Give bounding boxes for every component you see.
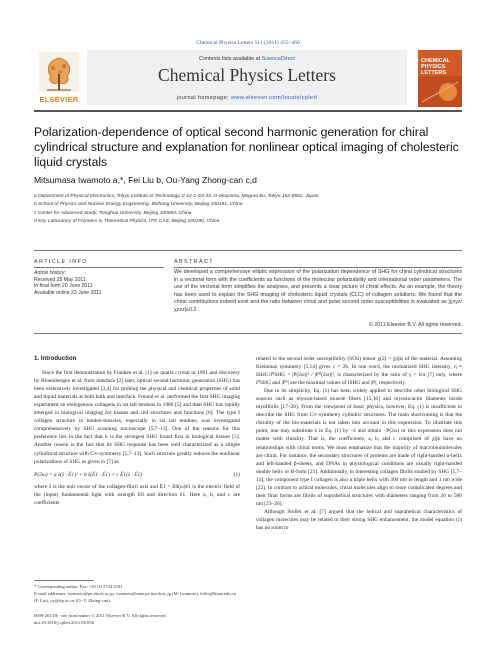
- abstract-copyright: © 2011 Elsevier B.V. All rights reserved.: [368, 322, 462, 328]
- issn-line: 0009-2614/$ - see front matter © 2011 Elsevier B.V. All rights reserved.: [34, 613, 167, 618]
- divider: [34, 333, 462, 334]
- received-date: Received 25 May 2011: [34, 276, 86, 283]
- cover-title: CHEMICAL PHYSICS LETTERS: [421, 58, 450, 76]
- paper-title: Polarization-dependence of optical second harmonic generation for chiral cylindrical structure and explanation for nonlinear optical imaging of cholesteric liquid crystals: [34, 125, 459, 169]
- article-history: [34, 270, 164, 296]
- affiliations: [34, 193, 462, 226]
- abstract-text: We developed a comprehensive elliptic expression of the polarization dependence of SHG for chiral cylindrical structures in a vectorial form with the coefficients as functions of the molecular polarizability and orientational order parameters. The use of the vectorial form simplifies the analyses, and presents a clear picture of chiral effects. As an example, the theory has been used to explain the SHG imaging of cholesteric liquid crystals (CLC) of collagen solutions. We found that the chiral contributions indeed exist and the ratio between chiral and polar second order susceptibilities is evaluated as |χxyz/χzzz|≤0.2.: [174, 269, 462, 313]
- paragraph: Although Stoller et al. [7] argued that the helical and suprahelical characteristics of collagen molecules may be related to their strong SHG enhancement, the model equation (1) has no room to: [256, 508, 462, 531]
- divider: [34, 250, 462, 251]
- cover-art-icon: [418, 76, 462, 107]
- homepage-link[interactable]: www.elsevier.com/locate/cplett: [230, 95, 318, 101]
- paragraph: Since the first demonstration by Franken et al. [1] on quartz crystal in 1961 and discovery by Bloembergen et al. from interface [2] later, optical second harmonic generation (SHG) has been extensively investigated [3,4] for probing the physical and chemical properties of solid and liquid materials at both bulk and interface. Freund et al. performed the first SHG imaging experiment on endogenous collagens in rat tail tendons in 1986 [5] and then SHG has rapidly emerged in biological imaging for tissues and cell structures and functions [6]. The type I collagen structure in tendon-muscles, especially in rat tail tendons, was investigated comprehensively by SHG scanning microscope [5,7–13]. One of the reasons for this preference lies in the fact that it is the strongest SHG found first in biological tissues [5]. Another reason is the fact that its SHG response has been well characterized as a simple cylindrical structure with C∞-symmetry [5,7–13]. Such structure greatly reduces the nonlinear polarizations of SHG as given in [7] as: [34, 370, 240, 465]
- journal-cover-thumbnail[interactable]: [418, 50, 462, 107]
- header-rule: [34, 110, 462, 112]
- affiliation: d Key Laboratory of Frontiers in Theoretical Physics, ITP, CAS, Beijing 100190, China: [34, 218, 220, 224]
- affiliation: b School of Physics and Nuclear Energy Engineering, Beihang University, Beijing 100191, China: [34, 202, 243, 208]
- equation-1: [34, 471, 240, 479]
- paragraph: Due to its simplicity, Eq. (1) has been widely applied to describe other biological SHG sources such as myosin-based muscle fibers [15,16] and myosin/actin filaments inside myofibrils [17–20]. From the viewpoint of basic physics, however, Eq. (1) is insufficient to describe the SHG from C∞-symmetry cylindric structures. The main shortcoming is that the chirality of the bio-materials is not taken into account in this expression. To illustrate this point, one may substitute s̄ in Eq. (1) by −s̄ and obtain −P(2ω) or this expression does not matter with chirality. That is, the coefficients, a, b, and c comprised of χijk have no relationships with chiral terms. We must emphasize that the majority of macrobiomolecules are chiral. For instance, the secondary structures of proteins are made of right-handed α-helix and left-handed β-sheets, and DNAs in physiological conditions are usually right-handed double helix or B-form [21]. Additionally, in interesting collagen fibrils studied by SHG [5,7–13], the component type I collagen is also a triple helix with 300 nm in length and 1 nm wide [22]. In contrast to achiral molecules, chiral molecules align to more complicated degrees and their final forms are fibrils of suprahelical structures with diameters ranging from 20 to 500 nm [23–26].: [256, 388, 462, 507]
- journal-header: [34, 50, 462, 113]
- elsevier-tree-icon: [39, 52, 79, 92]
- body-column-left: [34, 355, 240, 507]
- journal-title: Chemical Physics Letters: [158, 65, 336, 85]
- article-info-heading: ARTICLE INFO: [34, 259, 88, 265]
- affiliation: c Center for Advanced Study, Tsinghua University, Beijing 100084, China: [34, 210, 192, 216]
- online-date: Available online 23 June 2011: [34, 289, 102, 296]
- journal-reference[interactable]: Chemical Physics Letters 511 (2011) 455–460: [196, 40, 300, 46]
- body-column-right: [256, 355, 462, 532]
- contents-prefix: Contents lists available at: [199, 56, 262, 62]
- history-label: Article history:: [34, 270, 66, 276]
- affiliation: a Department of Physical Electronics, Tokyo Institute of Technology, 2-12-1-S3-33, O-okayama, Meguro-ku, Tokyo 152-8552, Japan: [34, 194, 319, 199]
- homepage-line: [87, 95, 407, 101]
- footnote-rule: [34, 580, 94, 581]
- author-list[interactable]: Mitsumasa Iwamoto a,*, Fei Liu b, Ou-Yang Zhong-can c,d: [34, 175, 257, 185]
- abstract-heading: ABSTRACT: [174, 259, 214, 265]
- paragraph: related to the second order susceptibility (SOS) tensor χ(2) = |χijk| of the material. Assuming Kleinman symmetry [5,14] gives c = 2b. In one word, the normalized SHG intensity, η ≡ ISHG/I⁰SHG = |P(2ω)|² / |P⁰(2ω)|², is characterized by the ratio of γ = b/a [7] only, where I⁰SHG and |P⁰| are the maximal values of ISHG and |P|, respectively.: [256, 356, 462, 387]
- contents-line: [87, 56, 407, 62]
- elsevier-logo[interactable]: [34, 52, 84, 104]
- divider: [174, 267, 462, 268]
- header-band: [87, 50, 407, 105]
- footnotes: [34, 583, 240, 604]
- equation-number: (1): [233, 471, 240, 478]
- section-heading: 1. Introduction: [34, 355, 77, 362]
- revised-date: In final form 20 June 2011: [34, 283, 93, 290]
- doi-line[interactable]: doi:10.1016/j.cplett.2011.06.056: [34, 620, 94, 625]
- homepage-prefix: journal homepage:: [176, 95, 231, 101]
- email-addresses[interactable]: E-mail addresses: iwamoto@pe.titech.ac.jp, iwamoto@ome.pe.titech.ac.jp (M. Iwamoto), feiliu@buaa.edu.cn (F. Liu), oy@itp.ac.cn (O.-Y. Zhong-can).: [34, 591, 236, 603]
- divider: [34, 267, 164, 268]
- equation-body: P(2ω) = a s̄(s̄ · Ē1)² + b s̄(Ē1 · Ē1) + c Ē1(s̄ · Ē1): [34, 471, 142, 478]
- paragraph: where s̄ is the unit vector of the collagen-fibril axis and Ē1 = E0(ω)ê1 is the electric field of the (input) fundamental light with strength E0 and direction ê1. Here a, b, and c are coefficients: [34, 483, 240, 506]
- sciencedirect-link[interactable]: ScienceDirect: [261, 56, 295, 62]
- publisher-name: ELSEVIER: [39, 95, 79, 104]
- corresponding-author-note: * Corresponding author. Fax: +81 03 5734 2191.: [34, 584, 124, 589]
- issn-block: [34, 612, 240, 626]
